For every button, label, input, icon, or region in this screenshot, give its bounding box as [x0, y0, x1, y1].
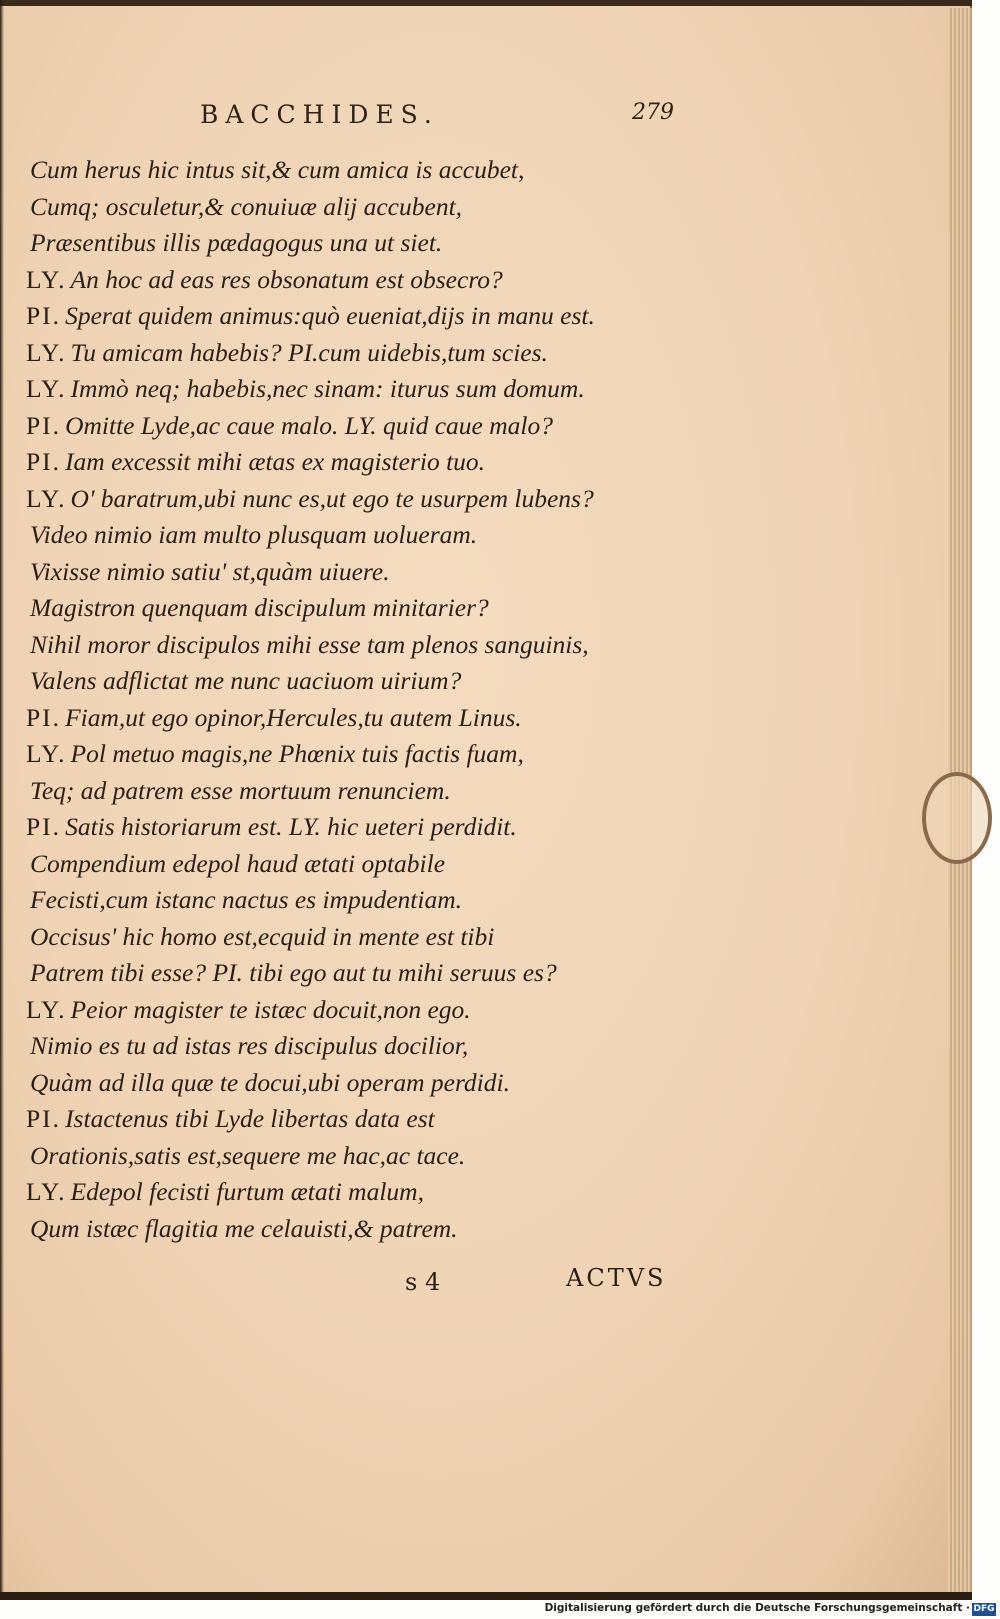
- verse-line: [26, 262, 926, 299]
- verse-line: [26, 590, 926, 627]
- verse-line: [26, 371, 926, 408]
- verse-text: An hoc ad eas res obsonatum est obsecro?: [70, 264, 503, 294]
- verse-line: [26, 1138, 926, 1175]
- verse-line: [26, 627, 926, 664]
- verse-text: Nimio es tu ad istas res discipulus docilior,: [30, 1031, 469, 1060]
- verse-text: O' baratrum,ubi nunc es,ut ego te usurpem lubens?: [70, 483, 594, 513]
- book-clasp: [922, 772, 992, 864]
- verse-text: Sperat quidem animus:quò eueniat,dijs in manu est.: [65, 301, 595, 330]
- verse-text: Satis historiarum est. LY. hic ueteri perdidit.: [65, 812, 517, 841]
- catchword: ACTVS: [566, 1264, 667, 1292]
- verse-line: [26, 554, 926, 591]
- verse-line: [26, 700, 926, 737]
- verse-line: [26, 1174, 926, 1211]
- verse-text: Istactenus tibi Lyde libertas data est: [65, 1104, 435, 1133]
- verse-text-block: [26, 152, 926, 1247]
- dfg-logo-icon: DFG: [973, 1604, 995, 1614]
- page-bottom-edge: [0, 1592, 972, 1600]
- verse-line: [26, 1101, 926, 1138]
- verse-text: Vixisse nimio satiu' st,quàm uiuere.: [30, 556, 390, 586]
- signature-mark: s 4: [405, 1268, 441, 1296]
- page-gutter-shadow: [0, 0, 4, 1600]
- verse-line: [26, 152, 926, 189]
- verse-text: Fecisti,cum istanc nactus es impudentiam.: [30, 885, 463, 914]
- verse-text: Iam excessit mihi ætas ex magisterio tuo.: [65, 447, 486, 476]
- verse-line: [26, 1028, 926, 1065]
- speaker-label: LY.: [26, 337, 67, 367]
- speaker-label: LY.: [26, 483, 67, 513]
- verse-text: Orationis,satis est,sequere me hac,ac tace.: [30, 1140, 466, 1170]
- speaker-label: LY.: [26, 1177, 67, 1206]
- verse-line: [26, 846, 926, 883]
- verse-line: [26, 1065, 926, 1102]
- verse-text: Quàm ad illa quæ te docui,ubi operam perdidi.: [30, 1067, 510, 1097]
- speaker-label: PI.: [26, 410, 62, 440]
- speaker-label: LY.: [26, 264, 67, 294]
- verse-text: Cumq; osculetur,& conuiuæ alij accubent,: [30, 191, 463, 221]
- verse-line: [26, 444, 926, 481]
- verse-text: Teq; ad patrem esse mortuum renunciem.: [30, 775, 451, 805]
- running-head: BACCHIDES.: [200, 100, 439, 129]
- verse-text: Præsentibus illis pædagogus una ut siet.: [30, 228, 443, 257]
- verse-line: [26, 298, 926, 335]
- verse-text: Video nimio iam multo plusquam uolueram.: [30, 520, 478, 549]
- verse-line: [26, 663, 926, 700]
- verse-line: [26, 1211, 926, 1248]
- verse-line: [26, 225, 926, 262]
- page-top-edge: [0, 0, 972, 6]
- verse-text: Edepol fecisti furtum ætati malum,: [70, 1177, 424, 1206]
- verse-line: [26, 408, 926, 445]
- verse-text: Tu amicam habebis? PI.cum uidebis,tum scies.: [70, 337, 548, 367]
- verse-text: Patrem tibi esse? PI. tibi ego aut tu mihi seruus es?: [30, 958, 557, 987]
- verse-line: [26, 517, 926, 554]
- speaker-label: PI.: [26, 812, 62, 841]
- verse-text: Cum herus hic intus sit,& cum amica is accubet,: [30, 155, 525, 184]
- page-number: 279: [632, 100, 674, 125]
- verse-line: [26, 481, 926, 518]
- verse-text: Valens adflictat me nunc uaciuom uirium?: [30, 666, 462, 695]
- verse-line: [26, 736, 926, 773]
- verse-text: Peior magister te istæc docuit,non ego.: [70, 994, 471, 1024]
- verse-line: [26, 955, 926, 992]
- verse-text: Omitte Lyde,ac caue malo. LY. quid caue malo?: [65, 410, 553, 440]
- verse-text: Occisus' hic homo est,ecquid in mente est tibi: [30, 921, 495, 951]
- verse-text: Fiam,ut ego opinor,Hercules,tu autem Linus.: [65, 702, 522, 732]
- verse-line: [26, 882, 926, 919]
- verse-text: Immò neq; habebis,nec sinam: iturus sum domum.: [70, 374, 585, 403]
- speaker-label: PI.: [26, 702, 62, 732]
- speaker-label: PI.: [26, 1104, 62, 1133]
- verse-line: [26, 189, 926, 226]
- speaker-label: PI.: [26, 447, 62, 476]
- verse-text: Qum istæc flagitia me celauisti,& patrem.: [30, 1213, 458, 1243]
- verse-line: [26, 773, 926, 810]
- verse-line: [26, 809, 926, 846]
- verse-line: [26, 992, 926, 1029]
- verse-line: [26, 335, 926, 372]
- speaker-label: LY.: [26, 374, 67, 403]
- digitization-credit: Digitalisierung gefördert durch die Deutsche Forschungsgemeinschaft ·: [544, 1602, 970, 1614]
- verse-text: Pol metuo magis,ne Phœnix tuis factis fuam,: [70, 739, 524, 768]
- verse-text: Nihil moror discipulos mihi esse tam plenos sanguinis,: [30, 629, 589, 659]
- speaker-label: LY.: [26, 739, 67, 768]
- verse-text: Compendium edepol haud ætati optabile: [30, 848, 446, 878]
- verse-line: [26, 919, 926, 956]
- speaker-label: PI.: [26, 301, 62, 330]
- speaker-label: LY.: [26, 994, 67, 1024]
- verse-text: Magistron quenquam discipulum minitarier?: [30, 593, 489, 622]
